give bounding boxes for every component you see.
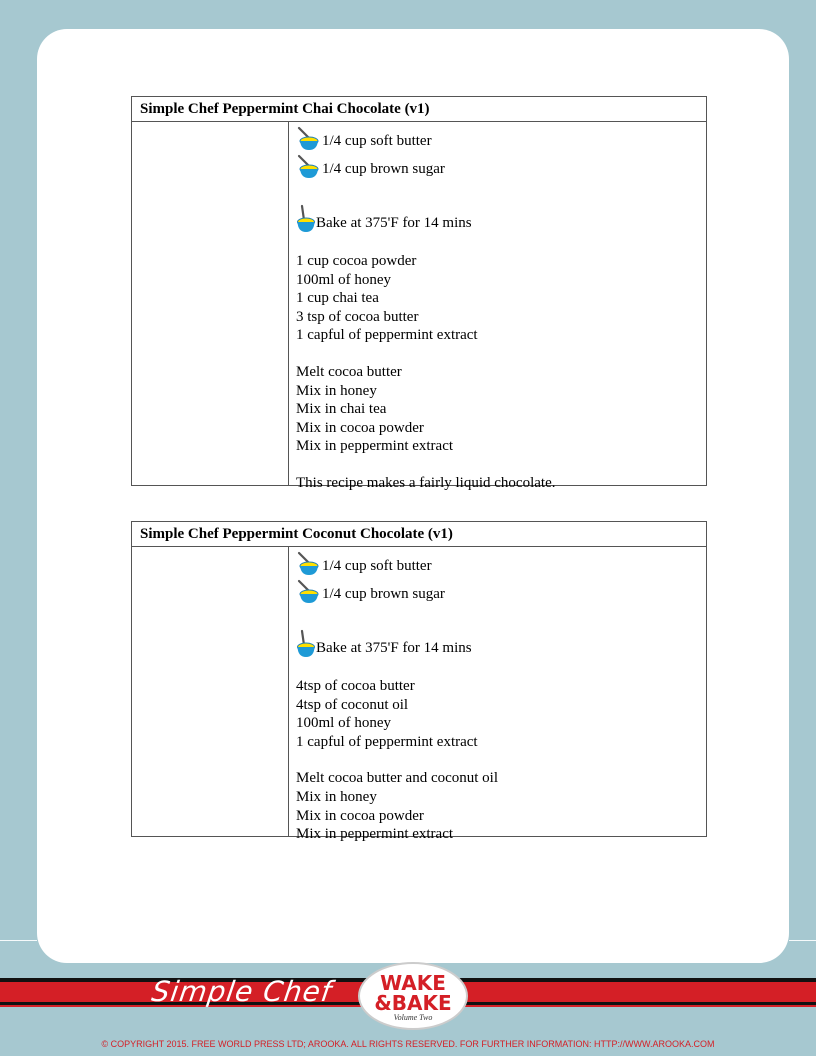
mixing-bowl-icon	[296, 204, 316, 234]
mixing-bowl-icon	[296, 629, 316, 659]
method-line: Melt cocoa butter and coconut oil	[296, 770, 499, 787]
step-item	[296, 577, 706, 605]
wake-and-bake-logo	[358, 962, 468, 1030]
method-line: Mix in peppermint extract	[296, 438, 454, 455]
copyright-notice: © COPYRIGHT 2015. FREE WORLD PRESS LTD; AROOKA. ALL RIGHTS RESERVED. FOR FURTHER INFORMATION: HTTP://WWW.AROOKA.COM	[101, 1039, 715, 1049]
recipe-left-cell	[132, 547, 289, 837]
recipe-table-2	[131, 521, 707, 843]
method-line: Mix in chai tea	[296, 401, 387, 418]
ingredient-line: 1 capful of peppermint extract	[296, 733, 478, 750]
ingredient-line: 3 tsp of cocoa butter	[296, 308, 419, 325]
bake-step	[296, 204, 706, 234]
ingredient-line: 1 capful of peppermint extract	[296, 327, 478, 344]
bake-text: Bake at 375'F for 14 mins	[316, 215, 472, 231]
ingredient-line: 100ml of honey	[296, 715, 391, 732]
left-divider-line	[0, 940, 37, 941]
ingredient-line: 4tsp of cocoa butter	[296, 678, 415, 694]
logo-wake: WAKE	[380, 971, 446, 995]
recipe-left-cell	[132, 122, 289, 486]
method-line: Mix in cocoa powder	[296, 807, 424, 824]
recipe-table-1	[131, 96, 707, 491]
step-text: 1/4 cup soft butter	[322, 133, 432, 149]
mixing-bowl-icon	[296, 579, 320, 605]
step-item	[296, 152, 706, 180]
step-item	[296, 124, 706, 152]
recipe-right-cell	[296, 547, 706, 844]
mixing-bowl-icon	[296, 154, 320, 180]
ingredient-line: 1 cup cocoa powder	[296, 253, 417, 269]
step-text: 1/4 cup brown sugar	[322, 161, 445, 177]
recipe-title: Simple Chef Peppermint Chai Chocolate (v1)	[132, 97, 706, 122]
ingredient-line: 1 cup chai tea	[296, 290, 379, 307]
right-divider-line	[789, 940, 816, 941]
simple-chef-brand: Simple Chef	[149, 975, 335, 1008]
mixing-bowl-icon	[296, 126, 320, 152]
ingredient-line: 4tsp of coconut oil	[296, 696, 409, 713]
method-line: Mix in peppermint extract	[296, 826, 454, 843]
step-text: 1/4 cup soft butter	[322, 558, 432, 574]
ingredient-line: 100ml of honey	[296, 271, 391, 288]
recipe-note: This recipe makes a fairly liquid chocolate.	[296, 474, 556, 491]
method-line: Mix in honey	[296, 788, 377, 805]
recipe-right-cell	[296, 122, 706, 493]
bake-step	[296, 629, 706, 659]
step-item	[296, 549, 706, 577]
step-text: 1/4 cup brown sugar	[322, 586, 445, 602]
mixing-bowl-icon	[296, 551, 320, 577]
logo-bake: &BAKE	[374, 991, 452, 1015]
recipe-title: Simple Chef Peppermint Coconut Chocolate (v1)	[132, 522, 706, 547]
method-line: Melt cocoa butter	[296, 363, 402, 380]
bake-text: Bake at 375'F for 14 mins	[316, 640, 472, 656]
method-line: Mix in cocoa powder	[296, 419, 424, 436]
method-line: Mix in honey	[296, 382, 377, 399]
logo-volume: Volume Two	[393, 1013, 433, 1022]
